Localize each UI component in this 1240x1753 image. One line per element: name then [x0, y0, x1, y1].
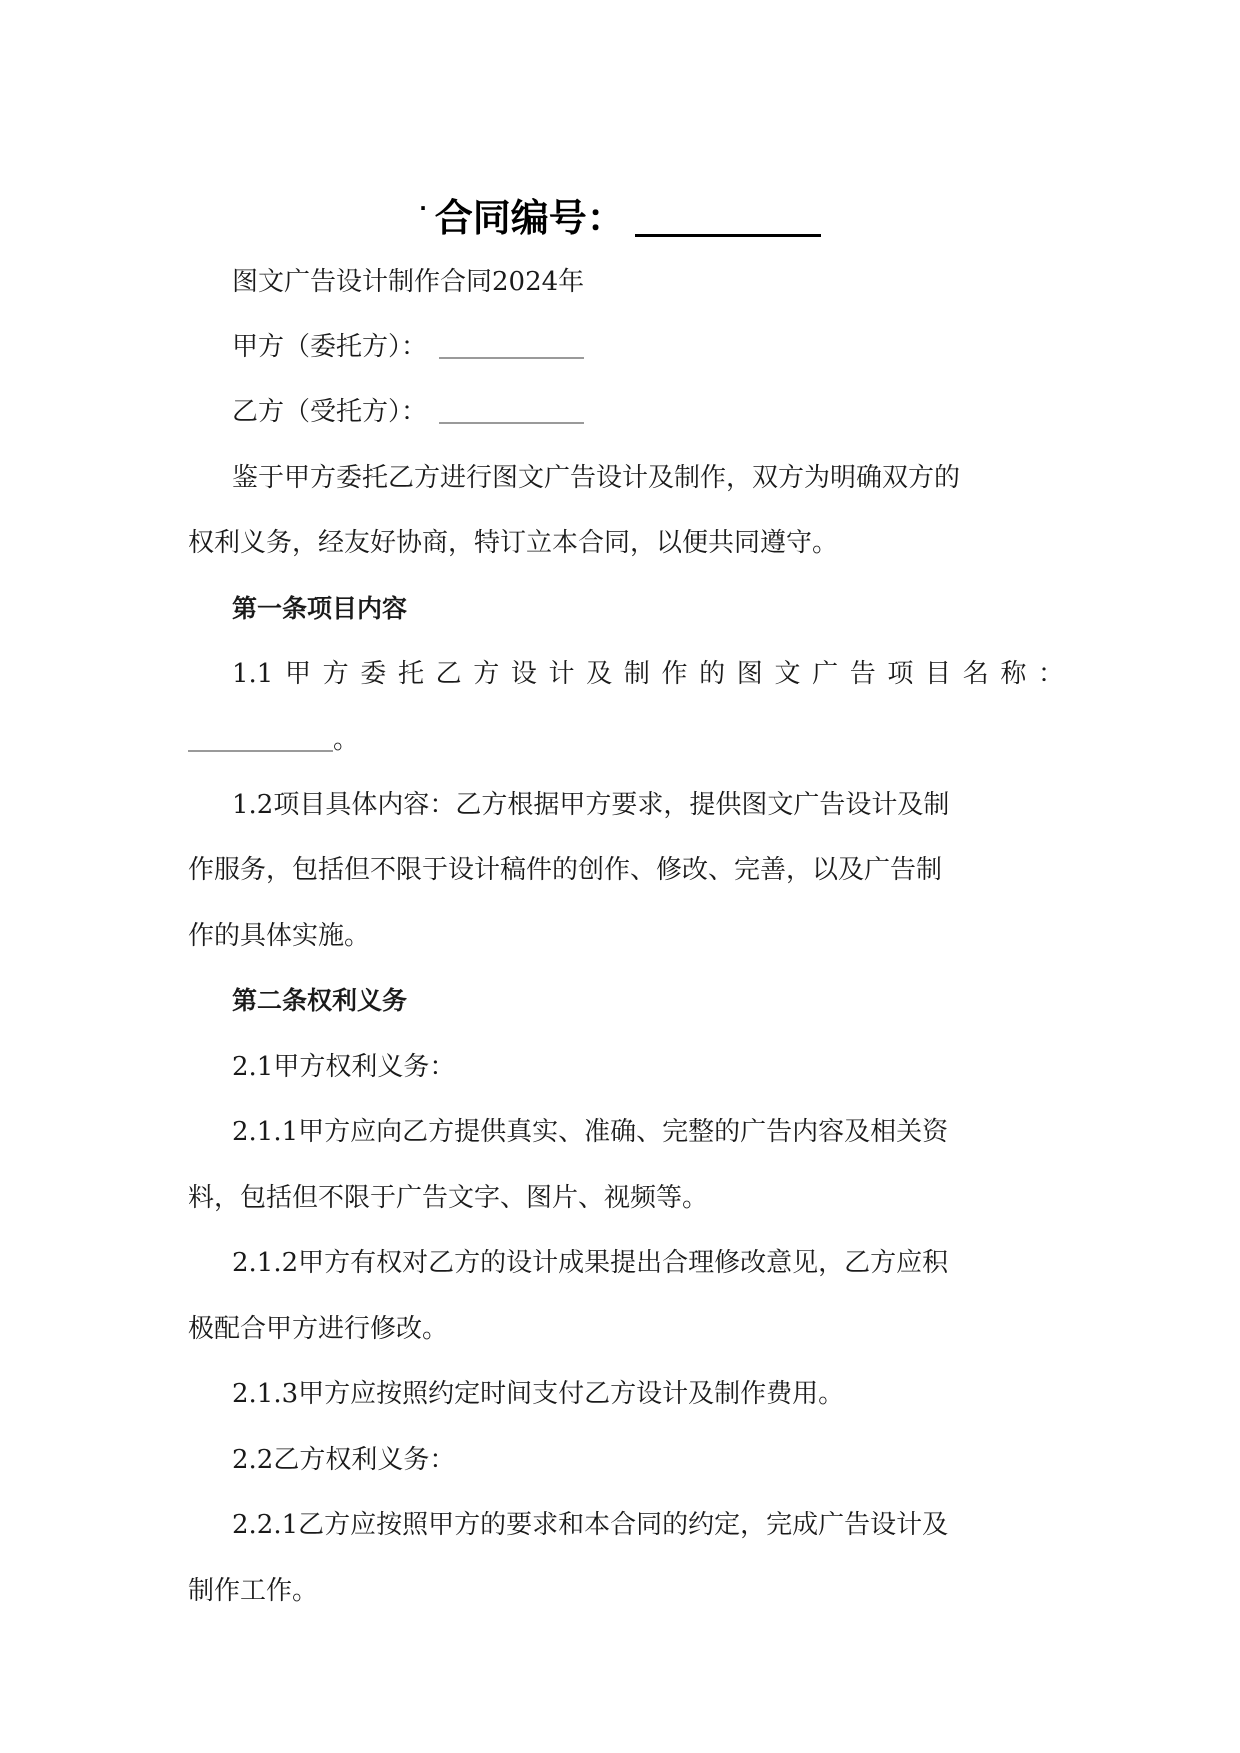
clause-2-1-3: 2.1.3甲方应按照约定时间支付乙方设计及制作费用。: [232, 1379, 845, 1409]
preamble-line-1: 鉴于甲方委托乙方进行图文广告设计及制作，双方为明确双方的: [232, 463, 961, 493]
clause-2-1-2-line-1: 2.1.2甲方有权对乙方的设计成果提出合理修改意见，乙方应积: [232, 1248, 949, 1278]
project-name-blank: [188, 720, 333, 752]
clause-2-1-1-line-1: 2.1.1甲方应向乙方提供真实、准确、完整的广告内容及相关资: [232, 1117, 949, 1147]
document-subtitle: 图文广告设计制作合同2024年: [232, 267, 585, 297]
clause-1-1: 1.1甲方委托乙方设计及制作的图文广告项目名称：: [232, 659, 1064, 689]
party-b-line: [232, 392, 1064, 432]
party-a-blank: [439, 327, 584, 359]
article-2-heading: 第二条权利义务: [232, 986, 408, 1015]
clause-2-2-1-line-1: 2.2.1乙方应按照甲方的要求和本合同的约定，完成广告设计及: [232, 1510, 949, 1540]
contract-number-blank: [635, 194, 821, 237]
party-b-label: 乙方（受托方）：: [232, 397, 428, 427]
article-1-heading: 第一条项目内容: [232, 594, 408, 623]
clause-2-2: 2.2乙方权利义务：: [232, 1445, 456, 1475]
clause-1-1-end: 。: [333, 725, 360, 755]
party-a-label: 甲方（委托方）：: [232, 332, 428, 362]
party-b-blank: [439, 392, 584, 424]
clause-2-2-1-line-2: 制作工作。: [188, 1576, 319, 1606]
contract-number-label: 合同编号：: [434, 196, 625, 240]
clause-2-1-1-line-2: 料，包括但不限于广告文字、图片、视频等。: [188, 1183, 709, 1213]
title-marker: ·: [419, 196, 427, 220]
clause-1-2-line-1: 1.2项目具体内容：乙方根据甲方要求，提供图文广告设计及制: [232, 790, 950, 820]
contract-number-title: [0, 180, 1240, 246]
preamble-line-2: 权利义务，经友好协商，特订立本合同，以便共同遵守。: [188, 528, 839, 558]
clause-1-1-blank-line: [188, 720, 1064, 760]
clause-2-1: 2.1甲方权利义务：: [232, 1052, 456, 1082]
party-a-line: [232, 327, 1064, 367]
clause-1-2-line-2: 作服务，包括但不限于设计稿件的创作、修改、完善，以及广告制: [188, 855, 943, 885]
clause-1-2-line-3: 作的具体实施。: [188, 921, 371, 951]
clause-2-1-2-line-2: 极配合甲方进行修改。: [188, 1314, 449, 1344]
